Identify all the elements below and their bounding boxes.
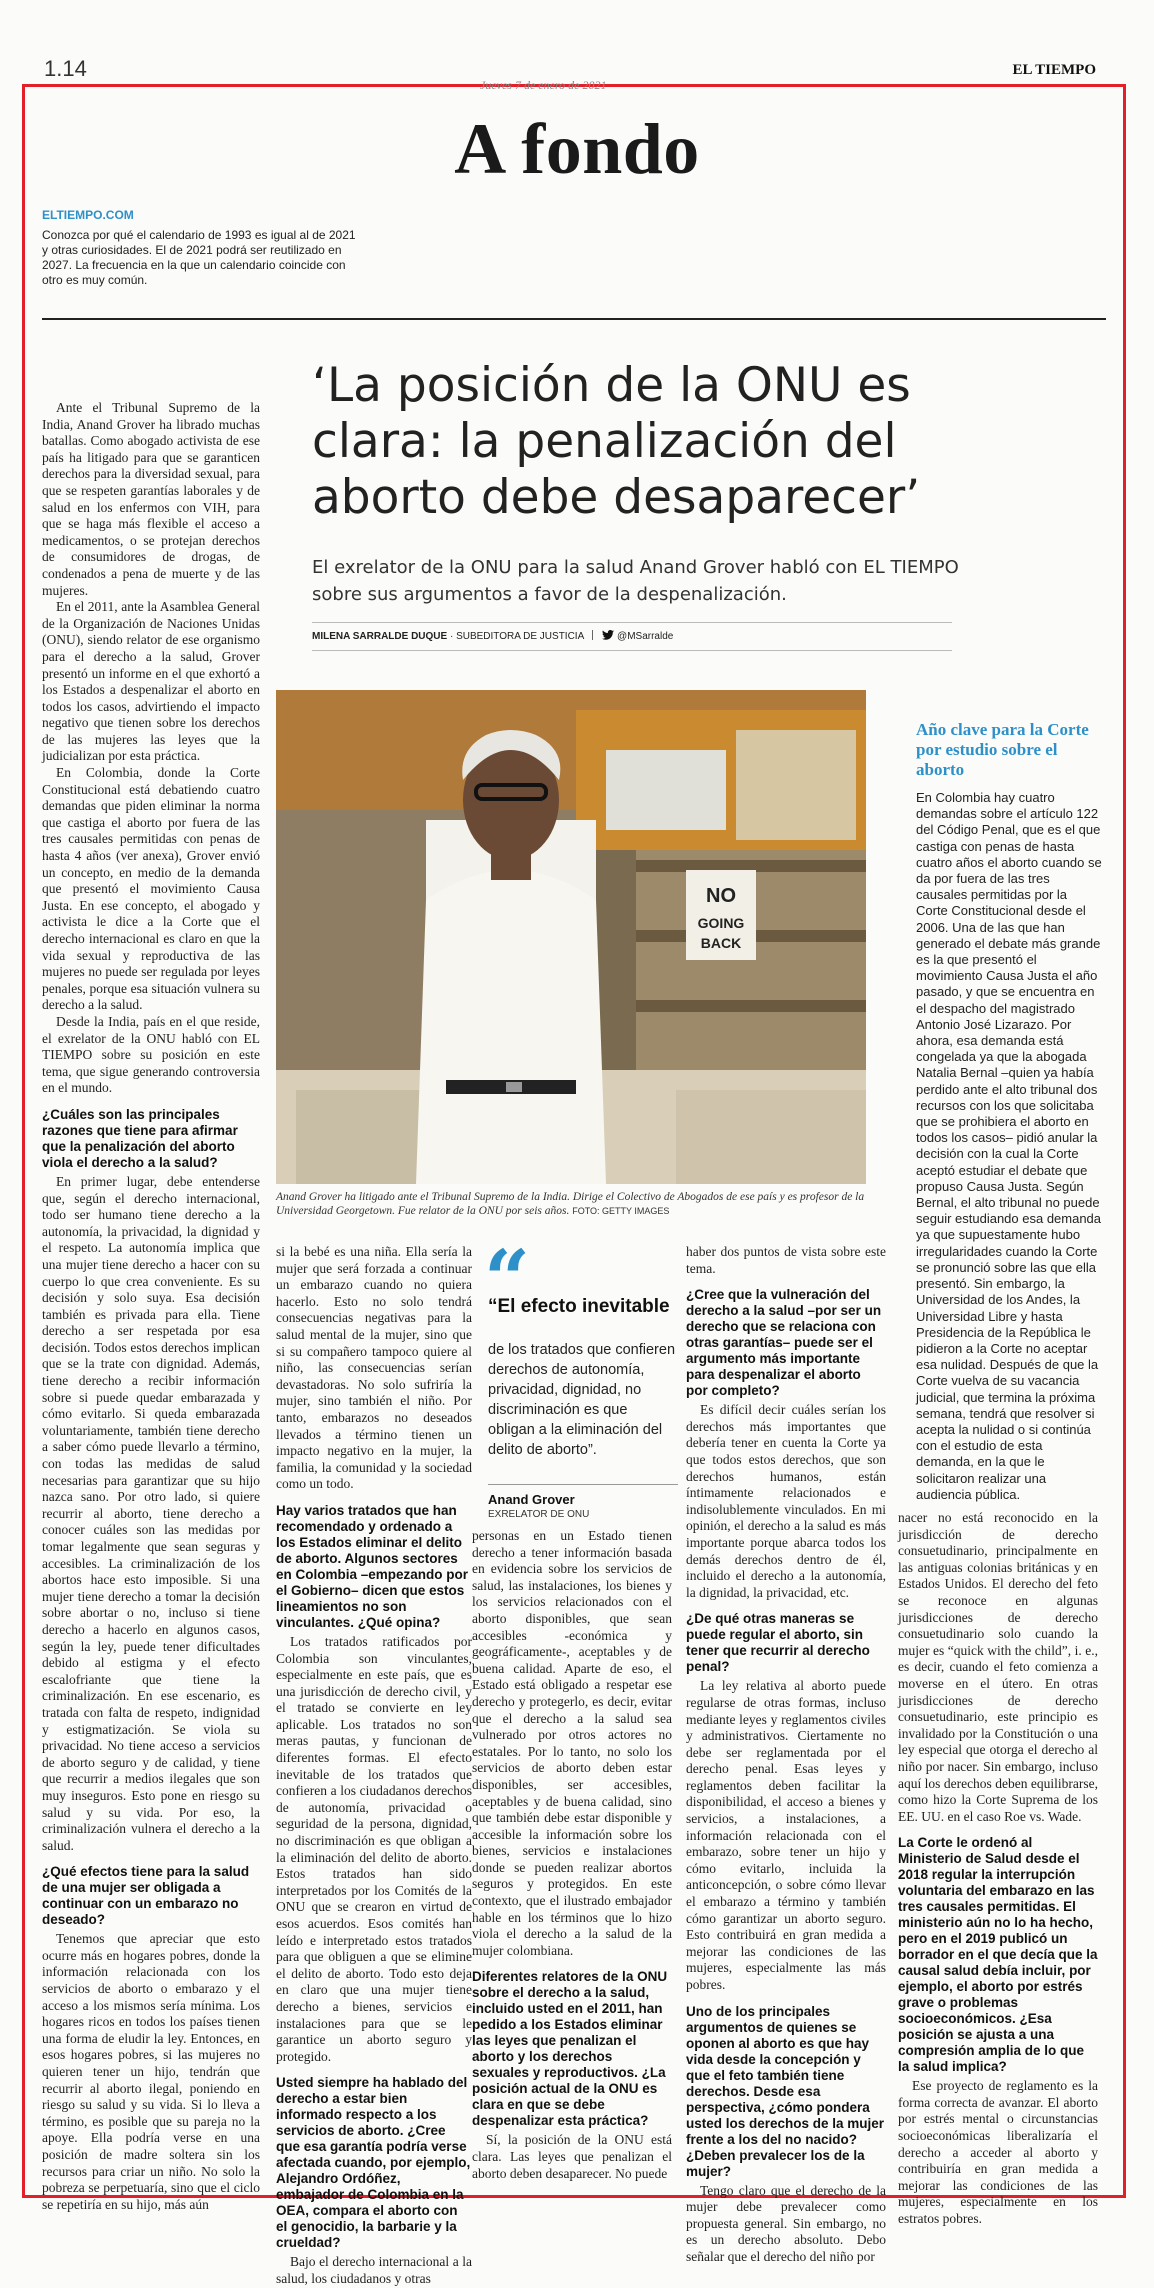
promo-text: Conozca por qué el calendario de 1993 es igual al de 2021 y otras curiosidades. El de 2021 podrá ser reutilizado en 2027. La frecuencia en la que un calendario coincide con otro es muy común. xyxy=(42,228,356,287)
paragraph: Tenemos que apreciar que esto ocurre más en hogares pobres, donde la información relacionada con los servicios de aborto o embarazo y el acceso a los mismos sería mínima. Los hogares ricos en todos los países tienen una forma de eludir la ley. Entonces, en esos hogares pobres, si las mujeres no quieren tener un hijo, tendrán que recurrir al aborto ilegal, poniendo en riesgo su salud y su vida. Si lo lleva a término, es posible que su pareja no la apoye. Ella podría verse en una posición de madre soltera sin los recursos para criar un niño. No solo la pobreza se perpetuaría, sino que el ciclo se repetiría en su hijo, más aún xyxy=(42,1931,260,2212)
byline-rule-bottom xyxy=(312,650,952,651)
pullquote-role: EXRELATOR DE ONU xyxy=(488,1509,590,1520)
byline-separator xyxy=(592,630,593,640)
paragraph: nacer no está reconocido en la jurisdicción de derecho consuetudinario, principalmente en las antiguas colonias británicas y en Estados Unidos. El derecho del feto se reconoce en algunas jurisdicciones de derecho consuetudinario solo cuando la mujer es “quick with the child”, i. e., es decir, cuando el feto comienza a moverse en el útero. En otras jurisdicciones de derecho consuetudinario, este principio es invalidado por la Constitución o una ley especial que otorga el derecho al niño por nacer. Sin embargo, incluso aquí los derechos deben equilibrarse, como hizo la Corte Suprema de los EE. UU. en el caso Roe vs. Wade. xyxy=(898,1510,1098,1824)
twitter-icon xyxy=(602,630,614,640)
paragraph: Es difícil decir cuáles serían los derechos más importantes que debería tener en cuenta la Corte ya que todos estos derechos, que son derechos humanos, están íntimamente relacionados e indisolublemente vinculados. En mi opinión, el derecho a la salud es más importante porque abarca todos los demás derechos dentro de él, incluido el derecho a la autonomía, la dignidad, la privacidad, etc. xyxy=(686,1402,886,1600)
deck: El exrelator de la ONU para la salud Anand Grover habló con EL TIEMPO sobre sus argumentos a favor de la despenalización. xyxy=(312,557,959,605)
interview-question: ¿Cree que la vulneración del derecho a la salud –por ser un derecho que se relaciona con otras garantías– puede ser el argumento más importante para despenalizar el aborto por completo? xyxy=(686,1287,882,1399)
paragraph: Desde la India, país en el que reside, el exrelator de la ONU habló con EL TIEMPO sobre su posición en este tema, que sigue generando controversia en el mundo. xyxy=(42,1013,260,1096)
quote-mark-icon: “ xyxy=(484,1232,531,1326)
page-number: 1.14 xyxy=(44,56,87,81)
column-3 xyxy=(472,1528,672,2182)
dateline: Jueves 7 de enero de 2021 xyxy=(480,78,607,92)
interview-question: Diferentes relatores de la ONU sobre el derecho a la salud, incluido usted en el 2011, han pedido a los Estados eliminar las leyes que penalizan el aborto y los derechos sexuales y reproductivos. ¿La posición actual de la ONU es clara en que se debe despenalizar esta práctica? xyxy=(472,1969,668,2129)
interview-question: ¿Cuáles son las principales razones que tiene para afirmar que la penalización del aborto viola el derecho a la salud? xyxy=(42,1106,238,1170)
byline-rule-top xyxy=(312,622,952,623)
sign-text-back: BACK xyxy=(700,935,742,951)
section-rule xyxy=(42,318,1106,320)
paragraph: Bajo el derecho internacional a la salud, los ciudadanos y otras xyxy=(276,2254,472,2286)
column-2 xyxy=(276,1244,472,2288)
paragraph: Ese proyecto de reglamento es la forma correcta de avanzar. El aborto por estrés mental o circunstancias socioeconómicas liberalizaría el derecho a acceder al aborto y contribuiría en gran medida a mejorar las condiciones de las mujeres, especialmente en los estratos pobres. xyxy=(898,2078,1098,2227)
pullquote-rule xyxy=(488,1484,678,1485)
sidebar-title: Año clave para la Corte por estudio sobre el aborto xyxy=(916,720,1089,779)
paragraph: La ley relativa al aborto puede regularse de otras formas, incluso mediante leyes y reglamentos civiles y administrativos. Ciertamente no debe ser reglamentada por el derecho penal. Esas leyes y reglamentos deben facilitar la disponibilidad, el acceso a bienes y servicios, a instalaciones, a información relacionada con el embarazo, sobre tener un hijo y cómo evitarlo, incluida la anticoncepción, o sobre cómo llevar el embarazo a término y también cómo garantizar un aborto seguro. Esto contribuirá en gran medida a mejorar las condiciones de las mujeres, especialmente las más pobres. xyxy=(686,1678,886,1992)
paragraph: Tengo claro que el derecho de la mujer debe prevalecer como propuesta general. Sin embargo, no es un derecho absoluto. Debo señalar que el derecho del niño por xyxy=(686,2182,886,2264)
photo-caption xyxy=(276,1190,866,1218)
article-photo xyxy=(276,690,866,1184)
photo-illustration xyxy=(276,690,866,1184)
interview-question: Usted siempre ha hablado del derecho a estar bien informado respecto a los servicios de aborto. ¿Cree que esa garantía podría verse afectada cuando, por ejemplo, Alejandro Ordóñez, embajador de Colombia en la OEA, compara el aborto con el genocidio, la barbarie y la crueldad? xyxy=(276,2075,471,2251)
paragraph: haber dos puntos de vista sobre este tema. xyxy=(686,1244,886,1276)
sidebar-text: En Colombia hay cuatro demandas sobre el artículo 122 del Código Penal, que es el que castiga con penas de hasta cuatro años el aborto cuando se da por fuera de las tres causales permitidas por la Corte Constitucional desde el 2006. Una de las que han generado el debate más grande es la que presentó el movimiento Causa Justa el año pasado, y que se encuentra en el despacho del magistrado Antonio José Lizarazo. Por ahora, esa demanda está congelada ya que la abogada Natalia Bernal –quien ya había perdido ante el alto tribunal dos recursos con los que solicitaba que se prohibiera el aborto en todos los casos– pidió anular la decisión con la cual la Corte aceptó estudiar el debate que propuso Causa Justa. Según Bernal, el alto tribunal no puede seguir estudiando esa demanda ya que supuestamente hubo irregularidades cuando la Corte se pronunció sobre las que ella presentó. Sin embargo, la Universidad de los Andes, la Universidad Libre y hasta Presidencia de la República le pidieron a la Corte no aceptar esa nulidad. Después de que la Corte vuelva de su vacancia judicial, que termina la próxima semana, tendrá que resolver si acepta la nulidad o si continúa con el estudio de esta demanda, en la que le solicitaron realizar una audiencia pública. xyxy=(916,790,1102,1502)
sign-text-no: NO xyxy=(706,885,736,907)
headline: ‘La posición de la ONU es clara: la penalización del aborto debe desaparecer’ xyxy=(312,358,921,525)
paragraph: En el 2011, ante la Asamblea General de la Organización de Naciones Unidas (ONU), siendo relator de ese organismo para el derecho a la salud, Grover presentó un informe en el que exhortó a los Estados a despenalizar el aborto en todos los casos, advirtiendo el impacto negativo que tienen sobre los derechos de las mujeres las leyes que la judicializan por esta práctica. xyxy=(42,599,260,764)
sign-text-going: GOING xyxy=(697,915,745,931)
interview-question: Hay varios tratados que han recomendado y ordenado a los Estados eliminar el delito de aborto. Algunos sectores en Colombia –empezando por el Gobierno– dicen que estos lineamientos no son vinculantes. ¿Qué opina? xyxy=(276,1502,469,1630)
byline-role: · SUBEDITORA DE JUSTICIA xyxy=(449,631,584,642)
pullquote-lead: “El efecto inevitable xyxy=(488,1296,670,1317)
paragraph: Ante el Tribunal Supremo de la India, Anand Grover ha librado muchas batallas. Como abogado activista de ese país ha litigado para que se garanticen derechos para la diversidad sexual, para que se respeten garantías laborales y de salud en los enfermos con VIH, para que se haga más flexible el acceso a medicamentos, o se protejan derechos de consumidores de drogas, de condenados a pena de muerte y de las mujeres. xyxy=(42,400,260,598)
masthead: EL TIEMPO xyxy=(1012,62,1096,78)
caption-text: Anand Grover ha litigado ante el Tribunal Supremo de la India. Dirige el Colectivo de Abogados de ese país y es profesor de la Universidad Georgetown. Fue relator de la ONU por seis años. xyxy=(276,1191,865,1217)
column-5 xyxy=(898,1510,1098,2228)
paragraph: Sí, la posición de la ONU está clara. Las leyes que penalizan el aborto deben desaparecer. No puede xyxy=(472,2132,672,2181)
paragraph: personas en un Estado tienen derecho a tener información basada en evidencia sobre los servicios de salud, las instalaciones, los bienes y los servicios relacionados con el aborto disponibles, que sean accesibles -económica y geográficamente-, aceptables y de buena calidad. Aparte de eso, el Estado está obligado a respetar ese derecho y protegerlo, es decir, evitar que el derecho a la salud sea vulnerado por otros actores no estatales. Por lo tanto, no solo los servicios de aborto deben estar disponibles, ser accesibles, aceptables y de buena calidad, sino que también debe estar disponible y accesible la información sobre los bienes, servicios e instalaciones donde se pueden realizar abortos seguros y protegidos. En este contexto, que el ilustrado embajador hable en los términos que lo hizo viola el derecho a la salud de la mujer colombiana. xyxy=(472,1528,672,1958)
promo-label[interactable]: ELTIEMPO.COM xyxy=(42,208,134,222)
column-1 xyxy=(42,400,260,2213)
column-4 xyxy=(686,1244,886,2266)
paragraph: si la bebé es una niña. Ella sería la mujer que será forzada a continuar un embarazo cuando no quiera hacerlo. Esto no solo tendrá consecuencias negativas para la salud mental de la mujer, sino que si su compañero tampoco quiere al niño, las consecuencias serían devastadoras. No solo sufriría la mujer, sino también el niño. Por tanto, embarazos no deseados llevados a término tienen un impacto negativo en la mujer, la familia, la comunidad y la sociedad como un todo. xyxy=(276,1244,472,1492)
interview-question: ¿Qué efectos tiene para la salud de una mujer ser obligada a continuar con un embarazo no deseado? xyxy=(42,1864,250,1928)
interview-question: ¿De qué otras maneras se puede regular el aborto, sin tener que recurrir al derecho penal? xyxy=(686,1611,870,1675)
byline-name: MILENA SARRALDE DUQUE xyxy=(312,631,448,642)
byline xyxy=(312,630,673,642)
paragraph: En Colombia, donde la Corte Constitucional está debatiendo cuatro demandas que piden eliminar la norma que castiga el aborto por fuera de las tres causales permitidas con penas de hasta 4 años (ver anexa), Grover envió un concepto, en medio de la demanda que presentó el movimiento Causa Justa. En ese concepto, el abogado y activista le dice a la Corte que el derecho internacional es claro en que la vida sexual y reproductiva de las mujeres no puede ser regulada por leyes penales, porque esa situación vulnera su derecho a la salud. xyxy=(42,765,260,1013)
photo-credit: FOTO: GETTY IMAGES xyxy=(572,1206,670,1216)
pullquote-body: de los tratados que confieren derechos de autonomía, privacidad, dignidad, no discriminación es que obligan a la eliminación del delito de aborto”. xyxy=(488,1342,676,1458)
paragraph: Los tratados ratificados por Colombia son vinculantes, especialmente en este país, que es una jurisdicción de derecho civil, y el tratado se convierte en ley aplicable. Los tratados no son meras pautas, y funcionan de diferentes formas. El efecto inevitable de los tratados que confieren a los ciudadanos derechos de autonomía, privacidad o seguridad de la persona, dignidad, no discriminación es que obligan a la eliminación del delito de aborto. Estos tratados han sido interpretados por los Comités de la ONU que se crearon en virtud de esos acuerdos. Esos comités han leído e interpretado estos tratados para que obliguen a que se elimine el delito de aborto. Todo esto deja en claro que una mujer tiene derecho a bienes, servicios e instalaciones para que se le garantice un aborto seguro y protegido. xyxy=(276,1633,472,2064)
pullquote-name: Anand Grover xyxy=(488,1492,575,1507)
paragraph: En primer lugar, debe entenderse que, según el derecho internacional, todo ser humano tiene derecho a la autonomía, la privacidad, la dignidad y el respeto. La autonomía implica que una mujer tiene derecho a hacer con su cuerpo lo que crea conveniente. Es su decisión y solo suya. Esa decisión también es privada para ella. Tiene derecho a ser respetada por esa decisión. Todos estos derechos implican que se la trate con dignidad. Además, tiene derecho a recibir información sobre si puede quedar embarazada y cómo evitarlo. Si queda embarazada voluntariamente, también tiene derecho a saber cómo puede llevarlo a término, con todas las medidas de salud necesarias para garantizar que su hijo nazca sano. Por otro lado, si quiere recurrir al aborto, tiene derecho a conocer cuáles son las medidas por tomar legalmente que sean seguras y accesibles. La criminalización de los abortos hace esto imposible. Si una mujer tiene derecho a tomar la decisión sobre abortar o no, incluso si tiene derecho a hacerlo en algunos casos, según la ley, puede tener dificultades debido al estigma y el efecto escalofriante que tiene la criminalización. En ese escenario, es tratada con falta de respeto, indignidad y estigmatización. Se viola su privacidad. No tiene acceso a servicios de aborto seguro y de calidad, y tiene que recurrir a medios ilegales que son muy inseguros. Esto pone en riesgo su salud y su vida. Por eso, la criminalización vulnera el derecho a la salud. xyxy=(42,1173,260,1853)
interview-question: La Corte le ordenó al Ministerio de Salud desde el 2018 regular la interrupción voluntaria del embarazo en las tres causales permitidas. El ministerio aún no lo ha hecho, pero en el 2019 publicó un borrador en el que decía que la causal salud debía incluir, por ejemplo, el aborto por estrés grave o problemas socioeconómicos. ¿Esa posición se ajusta a una compresión amplia de lo que la salud implica? xyxy=(898,1835,1098,2075)
twitter-handle[interactable]: @MSarralde xyxy=(617,631,674,642)
interview-question: Uno de los principales argumentos de quienes se oponen al aborto es que hay vida desde la concepción y que el feto también tiene derechos. Desde esa perspectiva, ¿cómo pondera usted los derechos de la mujer frente a los del no nacido? ¿Deben prevalecer los de la mujer? xyxy=(686,2003,885,2179)
section-title: A fondo xyxy=(454,109,700,189)
